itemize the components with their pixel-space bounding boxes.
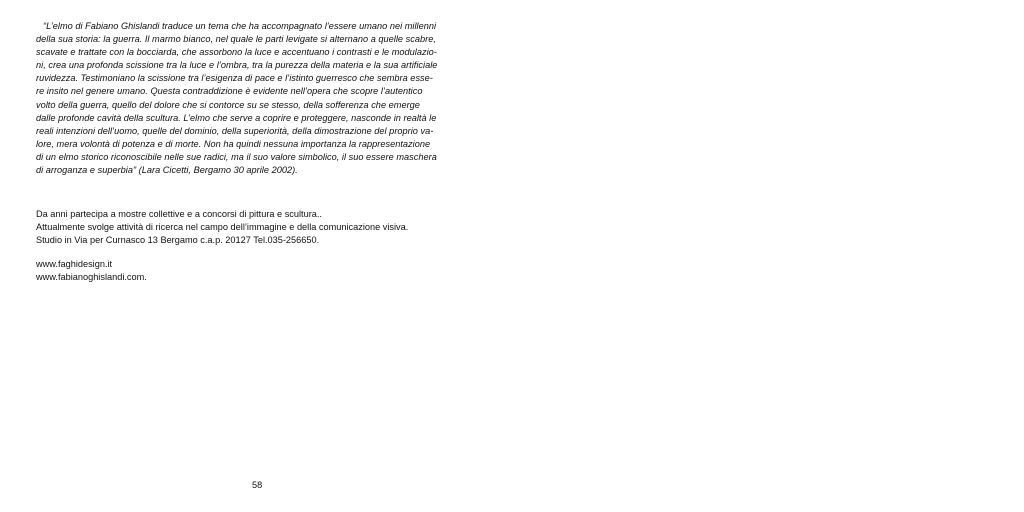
- quote-last-line: [36, 164, 496, 177]
- quote-line: re insito nel genere umano. Questa contraddizione è evidente nell’opera che scopre l’autentico: [36, 86, 423, 97]
- quote-line: della sua storia: la guerra. Il marmo bianco, nel quale le parti levigate si alternano a quelle scabre,: [36, 34, 436, 45]
- quote-line: dalle profonde cavità della scultura. L’elmo che serve a coprire e proteggere, nasconde in realtà le: [36, 112, 437, 123]
- page-number: 58: [252, 480, 263, 490]
- quote-line: reali intenzioni dell’uomo, quelle del dominio, della superiorità, della dimostrazione del proprio va-: [36, 125, 434, 136]
- quote-credit: (Lara Cicetti, Bergamo 30 aprile 2002).: [136, 165, 298, 176]
- quote-line: lore, mera volontà di potenza e di morte. Non ha quindi nessuna importanza la rappresentazione: [36, 138, 431, 149]
- artist-info: [36, 208, 496, 247]
- quote-line: ni, crea una profonda scissione tra la luce e l’ombra, tra la purezza della materia e la sua artificiale: [36, 60, 438, 71]
- quote-line: volto della guerra, quello del dolore che si contorce su se stesso, della sofferenza che emerge: [36, 99, 420, 110]
- quote-line: di un elmo storico riconoscibile nelle sue radici, ma il suo valore simbolico, il suo essere maschera: [36, 151, 437, 162]
- website-link: www.faghidesign.it: [36, 259, 113, 269]
- quote-last-text: di arroganza e superbia”: [36, 165, 137, 176]
- info-line: Studio in Via per Curnasco 13 Bergamo c.a.p. 20127 Tel.035-256650.: [36, 235, 320, 246]
- quote-line: “L’elmo di Fabiano Ghislandi traduce un tema che ha accompagnato l’essere umano nei millenni: [43, 21, 437, 31]
- quote-paragraph: [36, 20, 496, 177]
- right-page-blank: [512, 0, 1024, 512]
- website-links: [36, 258, 496, 284]
- info-line: Attualmente svolge attività di ricerca nel campo dell’immagine e della comunicazione visiva.: [36, 222, 409, 233]
- quote-line: scavate e trattate con la bocciarda, che assorbono la luce e accentuano i contrasti e le modulazio-: [36, 47, 437, 58]
- info-line: Da anni partecipa a mostre collettive e a concorsi di pittura e scultura..: [36, 209, 322, 219]
- quote-line: ruvidezza. Testimoniano la scissione tra l’esigenza di pace e l’istinto guerresco che sembra esse-: [36, 73, 433, 84]
- website-link: www.fabianoghislandi.com.: [36, 272, 147, 283]
